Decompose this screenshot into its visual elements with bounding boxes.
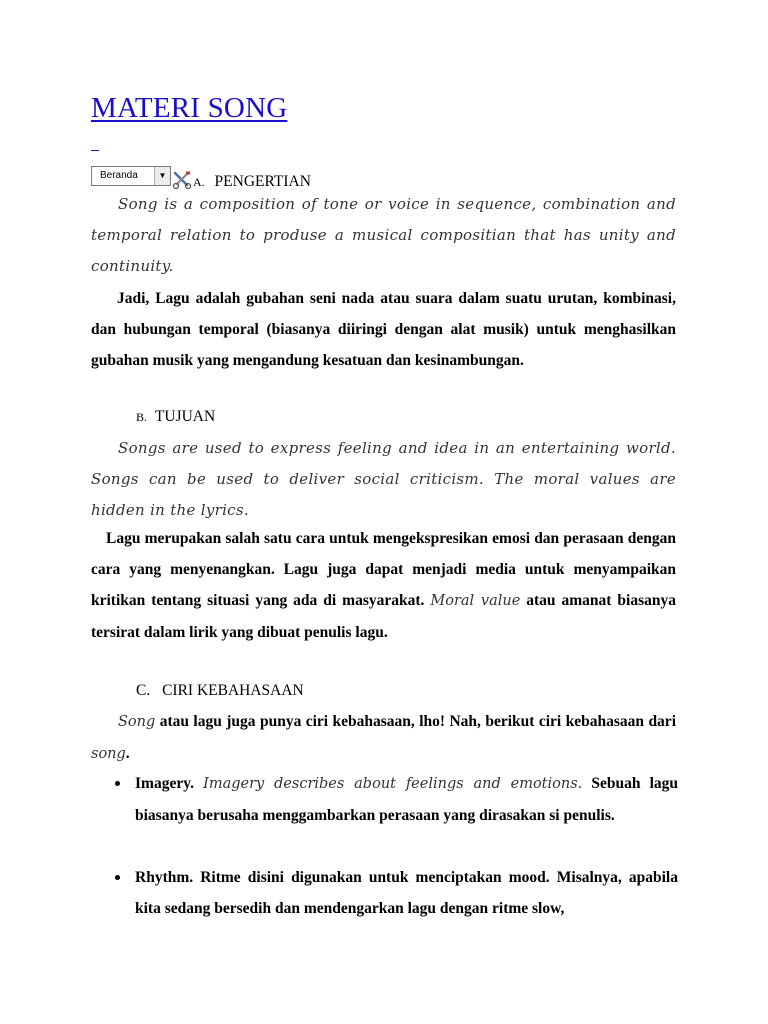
section-b-indonesian xyxy=(91,523,676,648)
section-c-title: CIRI KEBAHASAAN xyxy=(162,682,304,699)
section-c-intro-term-2: song xyxy=(91,746,126,762)
section-c-intro xyxy=(91,706,676,770)
section-b-indonesian-part-2: atau amanat biasanya tersirat dalam lirik yang dibuat penulis lagu. xyxy=(91,592,677,641)
section-b-english: Songs are used to express feeling and idea in an entertaining world. Songs can be used to deliver social criticism. The moral values are hidden in the lyrics. xyxy=(91,439,676,519)
list-item: Imagery. Imagery describes about feelings and emotions. Sebuah lagu biasanya berusaha menggambarkan perasaan yang dirasakan si penulis. xyxy=(112,768,678,831)
feature-term: Rhythm xyxy=(135,869,190,886)
tools-icon xyxy=(172,170,192,190)
section-a-title: PENGERTIAN xyxy=(214,173,311,190)
feature-text: Ritme disini digunakan untuk menciptakan mood. Misalnya, apabila kita sedang bersedih dan mendengarkan lagu dengan ritme slow, xyxy=(135,869,678,917)
dropdown-selected-value: Beranda xyxy=(100,170,138,181)
language-features-list xyxy=(112,768,678,955)
section-c-heading xyxy=(136,682,304,700)
underline-link-dash[interactable] xyxy=(91,150,99,151)
bullet-icon xyxy=(115,781,120,786)
feature-english: Imagery describes about feelings and emotions xyxy=(203,776,578,792)
list-item: Rhythm. Ritme disini digunakan untuk menciptakan mood. Misalnya, apabila kita sedang bersedih dan mendengarkan lagu dengan ritme slow, xyxy=(112,862,678,924)
section-b-moral-value-term: Moral value xyxy=(430,593,521,609)
page-title[interactable]: MATERI SONG xyxy=(91,92,288,124)
section-a-english: Song is a composition of tone or voice in sequence, combination and temporal relation to produse a musical compositian that has unity and continuity. xyxy=(91,195,676,275)
section-c-letter: C. xyxy=(136,682,151,699)
section-c-intro-text: atau lagu juga punya ciri kebahasaan, lho! Nah, berikut ciri kebahasaan dari xyxy=(159,713,676,730)
section-b-indonesian-part-1: Lagu merupakan salah satu cara untuk mengekspresikan emosi dan perasaan dengan cara yang menyenangkan. Lagu juga dapat menjadi media untuk menyampaikan kritikan tentang situasi yang ada di masyarakat. xyxy=(91,530,676,609)
chevron-down-icon[interactable]: ▼ xyxy=(154,167,170,185)
bullet-icon xyxy=(115,875,120,880)
section-b-letter: B. xyxy=(136,410,148,424)
section-c-intro-term: Song xyxy=(118,714,156,730)
navigation-dropdown[interactable] xyxy=(91,166,171,186)
section-b-title: TUJUAN xyxy=(154,408,216,425)
feature-text: Sebuah lagu biasanya berusaha menggambarkan perasaan yang dirasakan si penulis. xyxy=(135,775,679,824)
section-a-indonesian: Jadi, Lagu adalah gubahan seni nada atau suara dalam suatu urutan, kombinasi, dan hubungan temporal (biasanya diiringi dengan alat musik) untuk menghasilkan gubahan musik yang mengandung kesatuan dan kesinambungan. xyxy=(91,290,676,369)
feature-term: Imagery xyxy=(135,775,191,792)
section-a-letter: A. xyxy=(193,175,205,189)
section-b-heading xyxy=(136,408,215,426)
section-c-intro-end: . xyxy=(125,745,130,762)
